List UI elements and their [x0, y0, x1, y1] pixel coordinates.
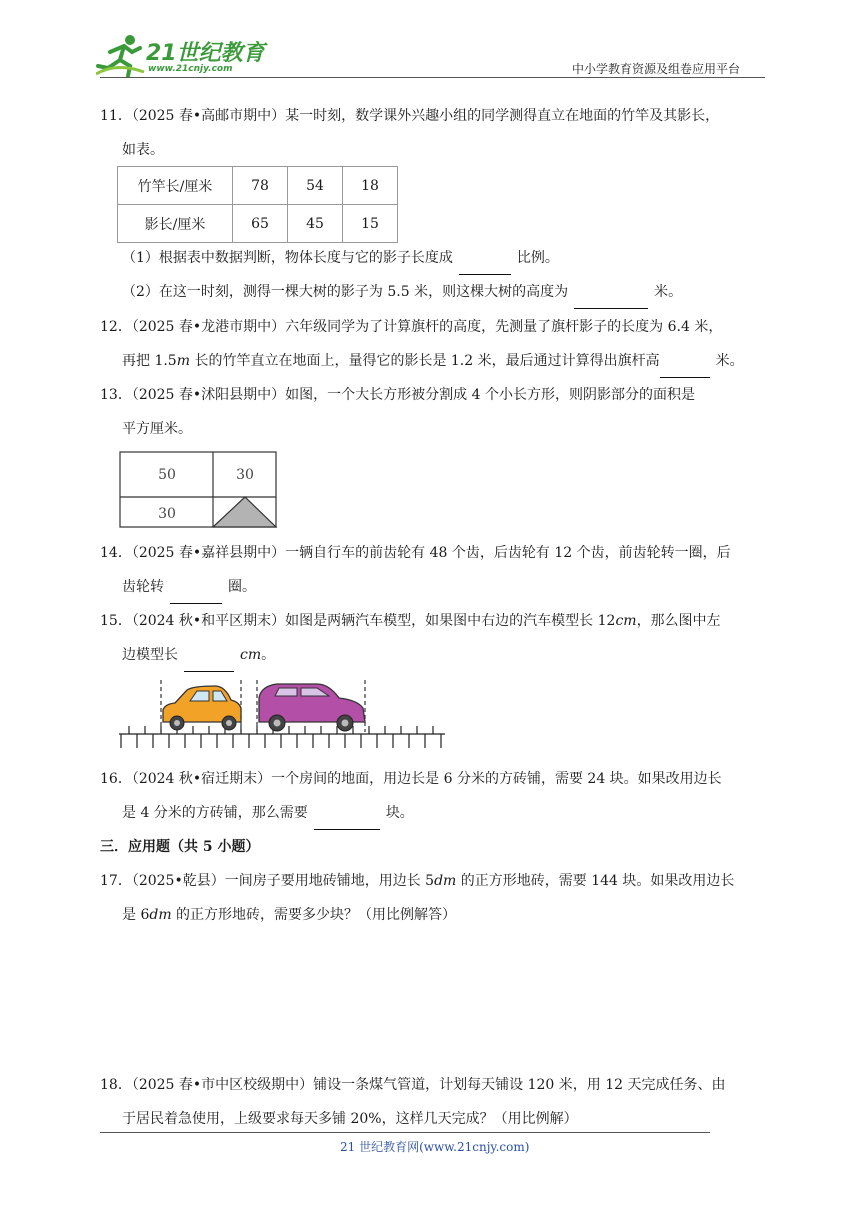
sub-question-text: （1）根据表中数据判断，物体长度与它的影子长度成 — [122, 250, 453, 266]
question-14-cont — [122, 570, 787, 604]
question-11-cont — [122, 133, 787, 167]
question-text: （2024 秋•和平区期末）如图是两辆汽车模型，如果图中右边的汽车模型长 12 — [131, 613, 616, 629]
table-cell: 78 — [233, 167, 288, 205]
car-models-figure — [117, 676, 447, 752]
table-cell: 18 — [343, 167, 398, 205]
question-number: 16． — [100, 771, 132, 787]
answer-blank[interactable] — [574, 288, 648, 309]
question-17 — [100, 864, 765, 898]
table-cell: 45 — [288, 205, 343, 243]
left-car-icon — [163, 686, 241, 730]
question-number: 11． — [100, 108, 132, 124]
question-18-cont — [122, 1102, 787, 1136]
header-right-text: 中小学教育资源及组卷应用平台 — [572, 62, 741, 76]
table-row — [118, 205, 398, 243]
runner-icon — [96, 32, 148, 78]
unit: cm — [615, 613, 637, 629]
question-number: 13． — [100, 387, 132, 403]
logo-url: www.21cnjy.com — [148, 64, 233, 74]
sub-question-text: 米。 — [654, 284, 683, 300]
question-text: 齿轮转 — [122, 579, 164, 595]
question-17-cont — [122, 898, 787, 932]
table-row — [118, 167, 398, 205]
figure-label: 50 — [158, 467, 176, 483]
question-13-cont — [122, 412, 787, 446]
question-text: 于居民着急使用，上级要求每天多铺 20%，这样几天完成？（用比例解） — [122, 1111, 578, 1127]
sub-question-1 — [122, 241, 559, 275]
unit: cm — [240, 647, 262, 663]
question-18 — [100, 1068, 765, 1102]
question-text: 是 6 — [122, 907, 150, 923]
question-text: 再把 1.5 — [122, 353, 177, 369]
question-text: 是 4 分米的方砖铺，那么需要 — [122, 805, 308, 821]
question-text: （2025 春•沭阳县期中）如图，一个大长方形被分割成 4 个小长方形，则阴影部分的面积是 — [131, 387, 695, 403]
footer-divider — [100, 1132, 710, 1133]
answer-blank[interactable] — [314, 809, 380, 830]
question-14 — [100, 536, 765, 570]
table-cell: 15 — [343, 205, 398, 243]
question-15-cont — [122, 638, 787, 672]
question-number: 18． — [100, 1077, 132, 1093]
question-number: 17． — [100, 873, 132, 889]
figure-label: 30 — [158, 506, 176, 522]
question-text: （2025 春•嘉祥县期中）一辆自行车的前齿轮有 48 个齿，后齿轮有 12 个齿，前齿轮转一圈，后 — [131, 545, 731, 561]
question-text: 边模型长 — [122, 647, 178, 663]
question-number: 14． — [100, 545, 132, 561]
question-15 — [100, 604, 765, 638]
unit: m — [176, 353, 190, 369]
rectangle-figure — [119, 451, 279, 529]
figure-label: 30 — [236, 467, 254, 483]
answer-blank[interactable] — [459, 254, 511, 275]
question-text: 。 — [261, 647, 276, 663]
question-12 — [100, 310, 765, 344]
logo — [96, 30, 266, 78]
header-divider — [100, 77, 765, 78]
question-12-cont — [122, 344, 772, 378]
question-text: 如表。 — [122, 142, 164, 158]
answer-blank[interactable] — [184, 651, 234, 672]
sub-question-2 — [122, 275, 682, 309]
right-car-icon — [259, 684, 365, 731]
question-text: （2025 春•龙港市期中）六年级同学为了计算旗杆的高度，先测量了旗杆影子的长度为 6.4 米， — [131, 319, 723, 335]
question-text: ，那么图中左 — [636, 613, 721, 629]
answer-blank[interactable] — [170, 583, 222, 604]
question-16 — [100, 762, 765, 796]
section-heading: 三．应用题（共 5 小题） — [100, 839, 260, 855]
data-table — [117, 166, 398, 243]
logo-text: 21世纪教育 — [146, 41, 265, 66]
sub-question-text: 比例。 — [516, 250, 559, 266]
question-11 — [100, 99, 765, 133]
question-16-cont — [122, 796, 787, 830]
question-text: 长的竹竿直立在地面上，量得它的影长是 1.2 米，最后通过计算得出旗杆高 — [190, 353, 660, 369]
question-text: （2025 春•市中区校级期中）铺设一条煤气管道，计划每天铺设 120 米，用 12 天完成任务、由 — [131, 1077, 726, 1093]
question-number: 15． — [100, 613, 132, 629]
question-text: 米。 — [715, 353, 744, 369]
question-text: 平方厘米。 — [122, 421, 192, 437]
question-text: 圈。 — [228, 579, 256, 595]
question-text: 的正方形地砖，需要 144 块。如果改用边长 — [456, 873, 735, 889]
answer-blank[interactable] — [660, 357, 710, 378]
table-cell: 65 — [233, 205, 288, 243]
question-13 — [100, 378, 765, 412]
question-text: （2025 春•高邮市期中）某一时刻，数学课外兴趣小组的同学测得直立在地面的竹竿及其影长， — [131, 108, 720, 124]
table-cell: 54 — [288, 167, 343, 205]
table-cell: 竹竿长/厘米 — [118, 167, 233, 205]
question-text: （2025•乾县）一间房子要用地砖铺地，用边长 5 — [131, 873, 435, 889]
table-cell: 影长/厘米 — [118, 205, 233, 243]
unit: dm — [149, 907, 172, 923]
question-text: 块。 — [385, 805, 414, 821]
footer-text: 21 世纪教育网(www.21cnjy.com) — [340, 1140, 530, 1154]
question-text: （2024 秋•宿迁期末）一个房间的地面，用边长是 6 分米的方砖铺，需要 24 块。如果改用边长 — [131, 771, 722, 787]
question-number: 12． — [100, 319, 132, 335]
unit: dm — [434, 873, 457, 889]
sub-question-text: （2）在这一时刻，测得一棵大树的影子为 5.5 米，则这棵大树的高度为 — [122, 284, 569, 300]
question-text: 的正方形地砖，需要多少块？（用比例解答） — [171, 907, 457, 923]
